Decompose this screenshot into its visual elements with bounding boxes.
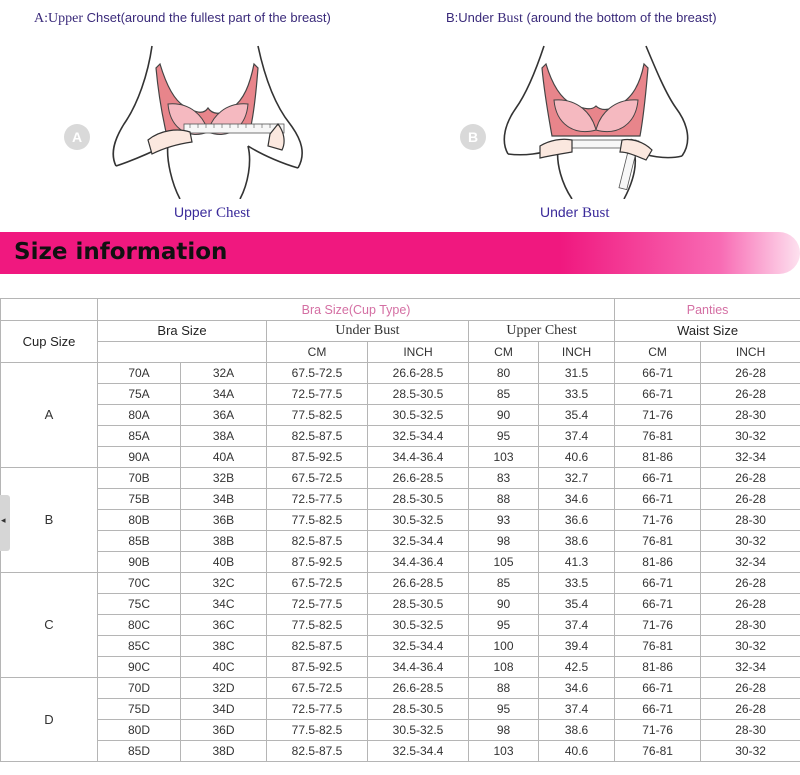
under-bust-illustration: [496, 44, 696, 199]
table-cell: 26-28: [701, 678, 800, 699]
table-cell: 40C: [181, 657, 267, 678]
table-row: [1, 741, 800, 762]
table-cell: 76-81: [615, 741, 701, 762]
table-cell: 35.4: [539, 594, 615, 615]
badge-b: B: [460, 124, 486, 150]
table-cell: 32.5-34.4: [368, 426, 469, 447]
table-cell: 77.5-82.5: [267, 615, 368, 636]
table-row: [1, 699, 800, 720]
table-row: [1, 489, 800, 510]
table-cell: 40A: [181, 447, 267, 468]
table-cell: 35.4: [539, 405, 615, 426]
table-cell: 66-71: [615, 699, 701, 720]
table-cell: 26-28: [701, 384, 800, 405]
table-cell: 32-34: [701, 657, 800, 678]
table-cell: 38.6: [539, 720, 615, 741]
blank-header-cell: [1, 299, 98, 321]
table-cell: 83: [469, 468, 539, 489]
under-bust-label: Under Bust: [540, 204, 610, 221]
table-cell: 82.5-87.5: [267, 636, 368, 657]
waist-cm-header: CM: [615, 342, 701, 363]
table-cell: 80A: [98, 405, 181, 426]
table-cell: 30-32: [701, 636, 800, 657]
table-cell: 38D: [181, 741, 267, 762]
table-cell: 72.5-77.5: [267, 384, 368, 405]
upper-chest-caption: A:Upper Chset(around the fullest part of the breast): [34, 10, 331, 26]
size-information-banner: [0, 232, 800, 274]
table-cell: 81-86: [615, 552, 701, 573]
table-cell: 40B: [181, 552, 267, 573]
table-cell: 82.5-87.5: [267, 741, 368, 762]
table-cell: 26.6-28.5: [368, 573, 469, 594]
table-cell: 85B: [98, 531, 181, 552]
table-row: [1, 657, 800, 678]
table-cell: 95: [469, 699, 539, 720]
table-cell: 34D: [181, 699, 267, 720]
table-cell: 30.5-32.5: [368, 615, 469, 636]
table-cell: 88: [469, 489, 539, 510]
table-row: [1, 447, 800, 468]
table-cell: 66-71: [615, 489, 701, 510]
measurement-instructions: [0, 0, 800, 232]
table-cell: 71-76: [615, 720, 701, 741]
table-cell: 77.5-82.5: [267, 405, 368, 426]
table-cell: 28.5-30.5: [368, 594, 469, 615]
table-cell: 32-34: [701, 447, 800, 468]
table-cell: 67.5-72.5: [267, 363, 368, 384]
table-cell: 70C: [98, 573, 181, 594]
waist-inch-header: INCH: [701, 342, 800, 363]
table-cell: 42.5: [539, 657, 615, 678]
table-cell: 81-86: [615, 447, 701, 468]
table-cell: 28-30: [701, 510, 800, 531]
banner-title: Size information: [14, 239, 228, 265]
table-cell: 32.5-34.4: [368, 741, 469, 762]
waist-size-header: Waist Size: [615, 321, 800, 342]
under-bust-caption: B:Under Bust (around the bottom of the breast): [446, 10, 717, 26]
table-cell: 77.5-82.5: [267, 510, 368, 531]
chevron-left-icon: ◂: [1, 515, 6, 525]
upper-chest-header: Upper Chest: [469, 321, 615, 342]
table-cell: 33.5: [539, 573, 615, 594]
table-cell: 76-81: [615, 426, 701, 447]
table-cell: 66-71: [615, 384, 701, 405]
table-row: [1, 552, 800, 573]
table-cell: 103: [469, 447, 539, 468]
table-cell: 95: [469, 426, 539, 447]
table-cell: 75A: [98, 384, 181, 405]
table-cell: 41.3: [539, 552, 615, 573]
table-cell: 80D: [98, 720, 181, 741]
table-cell: 39.4: [539, 636, 615, 657]
bra-size-group-header: Bra Size(Cup Type): [98, 299, 615, 321]
table-cell: 34.6: [539, 678, 615, 699]
table-row: [1, 510, 800, 531]
table-cell: 28-30: [701, 615, 800, 636]
table-cell: 95: [469, 615, 539, 636]
size-table: [0, 298, 800, 762]
under-bust-inch-header: INCH: [368, 342, 469, 363]
table-cell: 71-76: [615, 615, 701, 636]
table-cell: 36D: [181, 720, 267, 741]
bra-size-header: Bra Size: [98, 321, 267, 342]
table-cell: 76-81: [615, 531, 701, 552]
table-cell: 26.6-28.5: [368, 468, 469, 489]
table-cell: 87.5-92.5: [267, 447, 368, 468]
table-cell: 32C: [181, 573, 267, 594]
table-row: [1, 615, 800, 636]
table-cell: 26.6-28.5: [368, 363, 469, 384]
table-row: [1, 426, 800, 447]
scroll-left-tab[interactable]: [0, 495, 10, 551]
table-cell: 32B: [181, 468, 267, 489]
table-cell: 67.5-72.5: [267, 573, 368, 594]
table-cell: 72.5-77.5: [267, 489, 368, 510]
table-row: [1, 636, 800, 657]
table-cell: 30-32: [701, 426, 800, 447]
table-cell: 32A: [181, 363, 267, 384]
table-cell: 105: [469, 552, 539, 573]
table-row: [1, 594, 800, 615]
upper-chest-cm-header: CM: [469, 342, 539, 363]
table-cell: 82.5-87.5: [267, 426, 368, 447]
table-row: [1, 363, 800, 384]
table-cell: 75C: [98, 594, 181, 615]
table-cell: 30-32: [701, 741, 800, 762]
table-cell: 31.5: [539, 363, 615, 384]
tape-measure-a: [184, 124, 284, 133]
table-cell: 70B: [98, 468, 181, 489]
table-row: [1, 678, 800, 699]
table-cell: 26-28: [701, 699, 800, 720]
table-cell: 80C: [98, 615, 181, 636]
table-row: [1, 573, 800, 594]
table-cell: 75B: [98, 489, 181, 510]
table-cell: 36.6: [539, 510, 615, 531]
table-cell: 85C: [98, 636, 181, 657]
table-cell: 32.5-34.4: [368, 636, 469, 657]
table-row: [1, 720, 800, 741]
cup-size-cell: C: [1, 573, 98, 678]
panties-group-header: Panties: [615, 299, 800, 321]
table-row: [1, 531, 800, 552]
table-cell: 87.5-92.5: [267, 657, 368, 678]
table-cell: 34A: [181, 384, 267, 405]
table-cell: 67.5-72.5: [267, 468, 368, 489]
table-cell: 36B: [181, 510, 267, 531]
table-cell: 77.5-82.5: [267, 720, 368, 741]
table-cell: 28.5-30.5: [368, 489, 469, 510]
cup-size-header: Cup Size: [1, 321, 98, 363]
under-bust-cm-header: CM: [267, 342, 368, 363]
table-cell: 34.4-36.4: [368, 447, 469, 468]
table-cell: 98: [469, 720, 539, 741]
table-cell: 37.4: [539, 426, 615, 447]
table-cell: 37.4: [539, 615, 615, 636]
table-cell: 30-32: [701, 531, 800, 552]
table-cell: 81-86: [615, 657, 701, 678]
cup-size-cell: A: [1, 363, 98, 468]
table-cell: 66-71: [615, 468, 701, 489]
table-cell: 70A: [98, 363, 181, 384]
table-cell: 100: [469, 636, 539, 657]
table-cell: 34B: [181, 489, 267, 510]
table-cell: 26.6-28.5: [368, 678, 469, 699]
table-cell: 85D: [98, 741, 181, 762]
table-cell: 71-76: [615, 405, 701, 426]
table-cell: 30.5-32.5: [368, 510, 469, 531]
table-cell: 28.5-30.5: [368, 699, 469, 720]
table-cell: 38A: [181, 426, 267, 447]
table-cell: 82.5-87.5: [267, 531, 368, 552]
table-cell: 80B: [98, 510, 181, 531]
cup-size-cell: D: [1, 678, 98, 762]
table-cell: 90: [469, 594, 539, 615]
bra-size-subheader: [98, 342, 267, 363]
table-cell: 75D: [98, 699, 181, 720]
table-cell: 34.6: [539, 489, 615, 510]
table-cell: 37.4: [539, 699, 615, 720]
table-cell: 32.5-34.4: [368, 531, 469, 552]
table-cell: 32.7: [539, 468, 615, 489]
table-cell: 90B: [98, 552, 181, 573]
table-cell: 32D: [181, 678, 267, 699]
badge-a: A: [64, 124, 90, 150]
table-cell: 38.6: [539, 531, 615, 552]
table-cell: 90C: [98, 657, 181, 678]
table-cell: 36A: [181, 405, 267, 426]
upper-chest-label: Upper Chest: [174, 204, 251, 221]
table-cell: 38B: [181, 531, 267, 552]
table-cell: 40.6: [539, 447, 615, 468]
table-cell: 36C: [181, 615, 267, 636]
under-bust-header: Under Bust: [267, 321, 469, 342]
table-cell: 76-81: [615, 636, 701, 657]
cup-size-cell: B: [1, 468, 98, 573]
table-cell: 72.5-77.5: [267, 594, 368, 615]
table-cell: 34C: [181, 594, 267, 615]
table-cell: 33.5: [539, 384, 615, 405]
table-cell: 40.6: [539, 741, 615, 762]
table-cell: 28.5-30.5: [368, 384, 469, 405]
table-cell: 28-30: [701, 405, 800, 426]
table-cell: 88: [469, 678, 539, 699]
table-cell: 26-28: [701, 594, 800, 615]
table-cell: 93: [469, 510, 539, 531]
table-cell: 80: [469, 363, 539, 384]
table-cell: 30.5-32.5: [368, 405, 469, 426]
table-cell: 87.5-92.5: [267, 552, 368, 573]
table-cell: 34.4-36.4: [368, 657, 469, 678]
table-row: [1, 468, 800, 489]
table-cell: 108: [469, 657, 539, 678]
table-cell: 90: [469, 405, 539, 426]
table-cell: 66-71: [615, 363, 701, 384]
table-cell: 28-30: [701, 720, 800, 741]
table-cell: 71-76: [615, 510, 701, 531]
table-cell: 26-28: [701, 489, 800, 510]
table-cell: 38C: [181, 636, 267, 657]
table-row: [1, 384, 800, 405]
table-cell: 85: [469, 573, 539, 594]
table-cell: 85A: [98, 426, 181, 447]
table-row: [1, 405, 800, 426]
table-cell: 26-28: [701, 573, 800, 594]
table-cell: 70D: [98, 678, 181, 699]
table-cell: 66-71: [615, 573, 701, 594]
table-cell: 32-34: [701, 552, 800, 573]
upper-chest-illustration: [108, 44, 308, 199]
table-cell: 30.5-32.5: [368, 720, 469, 741]
table-cell: 26-28: [701, 468, 800, 489]
table-cell: 85: [469, 384, 539, 405]
table-cell: 90A: [98, 447, 181, 468]
table-cell: 34.4-36.4: [368, 552, 469, 573]
table-cell: 103: [469, 741, 539, 762]
table-cell: 72.5-77.5: [267, 699, 368, 720]
upper-chest-inch-header: INCH: [539, 342, 615, 363]
table-cell: 67.5-72.5: [267, 678, 368, 699]
table-cell: 26-28: [701, 363, 800, 384]
table-cell: 98: [469, 531, 539, 552]
table-cell: 66-71: [615, 678, 701, 699]
table-cell: 66-71: [615, 594, 701, 615]
